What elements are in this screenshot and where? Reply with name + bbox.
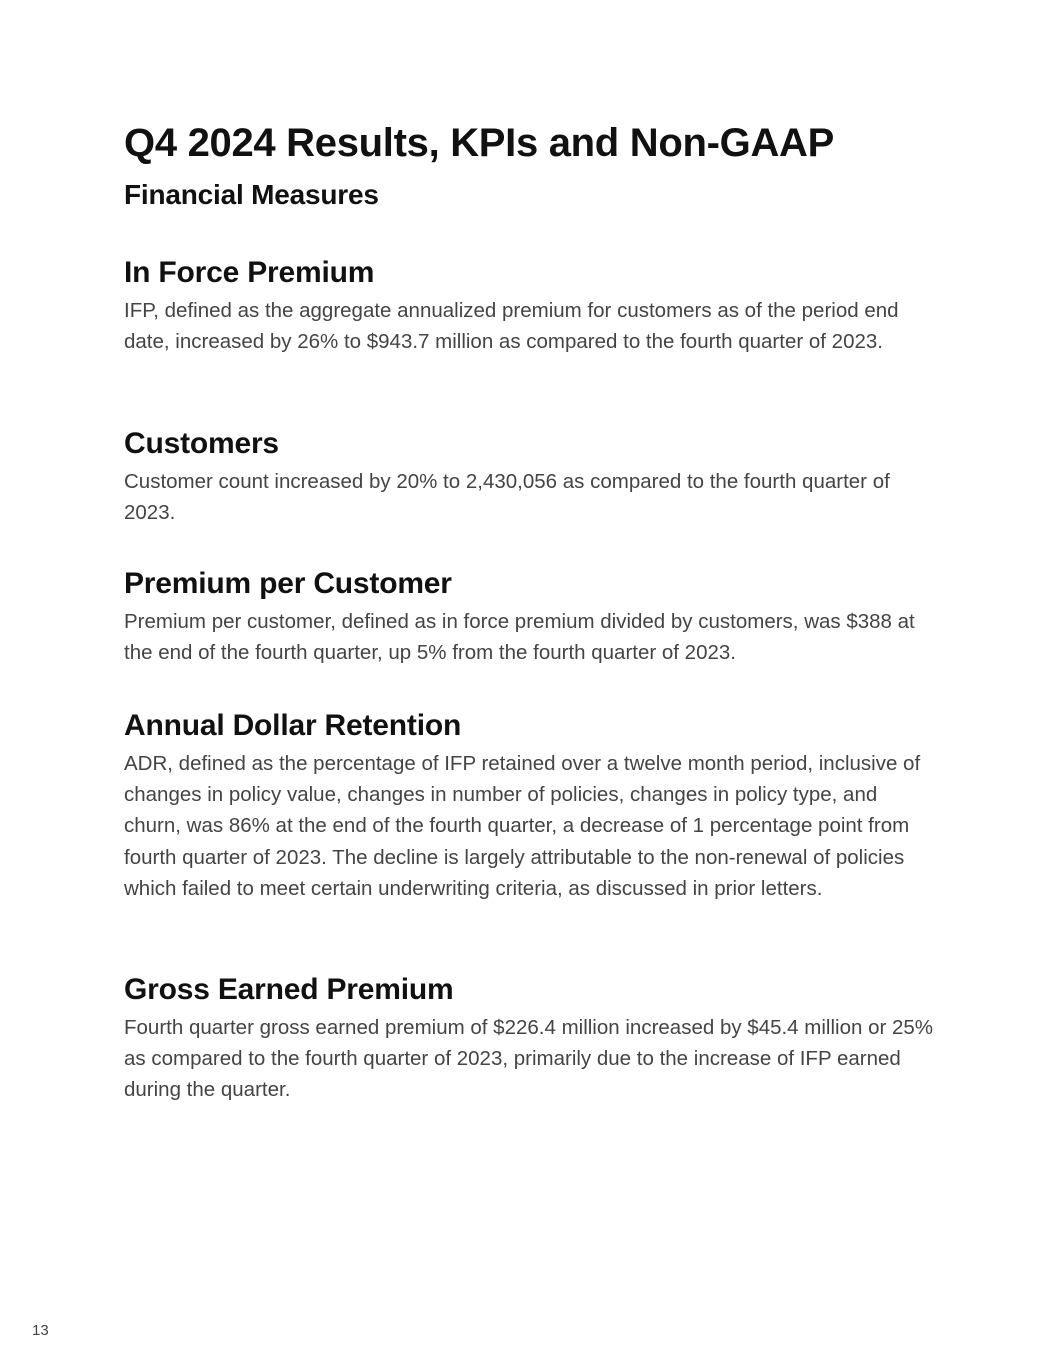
section-heading: Annual Dollar Retention [124,709,462,742]
section-customers [124,426,934,528]
section-annual-dollar-retention [124,708,934,904]
section-heading: Premium per Customer [124,567,452,600]
section-heading: Gross Earned Premium [124,973,454,1006]
page-subtitle: Financial Measures [124,179,379,210]
page-title: Q4 2024 Results, KPIs and Non-GAAP [124,121,834,165]
section-body: Premium per customer, defined as in force premium divided by customers, was $388 at the end of the fourth quarter, up 5% from the fourth quarter of 2023. [124,610,915,665]
section-body: Customer count increased by 20% to 2,430,056 as compared to the fourth quarter of 2023. [124,470,890,525]
section-in-force-premium [124,255,934,357]
page-number: 13 [32,1322,49,1339]
section-premium-per-customer [124,566,934,668]
section-heading: Customers [124,427,279,460]
section-gross-earned-premium [124,972,934,1106]
section-heading: In Force Premium [124,256,375,289]
section-body: ADR, defined as the percentage of IFP retained over a twelve month period, inclusive of changes in policy value, changes in number of policies, changes in policy type, and churn, was 86% at the end of the fourth quarter, a decrease of 1 percentage point from fourth quarter of 2023. The decline is largely attributable to the non-renewal of policies which failed to meet certain underwriting criteria, as discussed in prior letters. [124,752,921,900]
section-body: IFP, defined as the aggregate annualized premium for customers as of the period end date, increased by 26% to $943.7 million as compared to the fourth quarter of 2023. [124,299,899,354]
section-body: Fourth quarter gross earned premium of $226.4 million increased by $45.4 million or 25% as compared to the fourth quarter of 2023, primarily due to the increase of IFP earned during the quarter. [124,1016,934,1102]
